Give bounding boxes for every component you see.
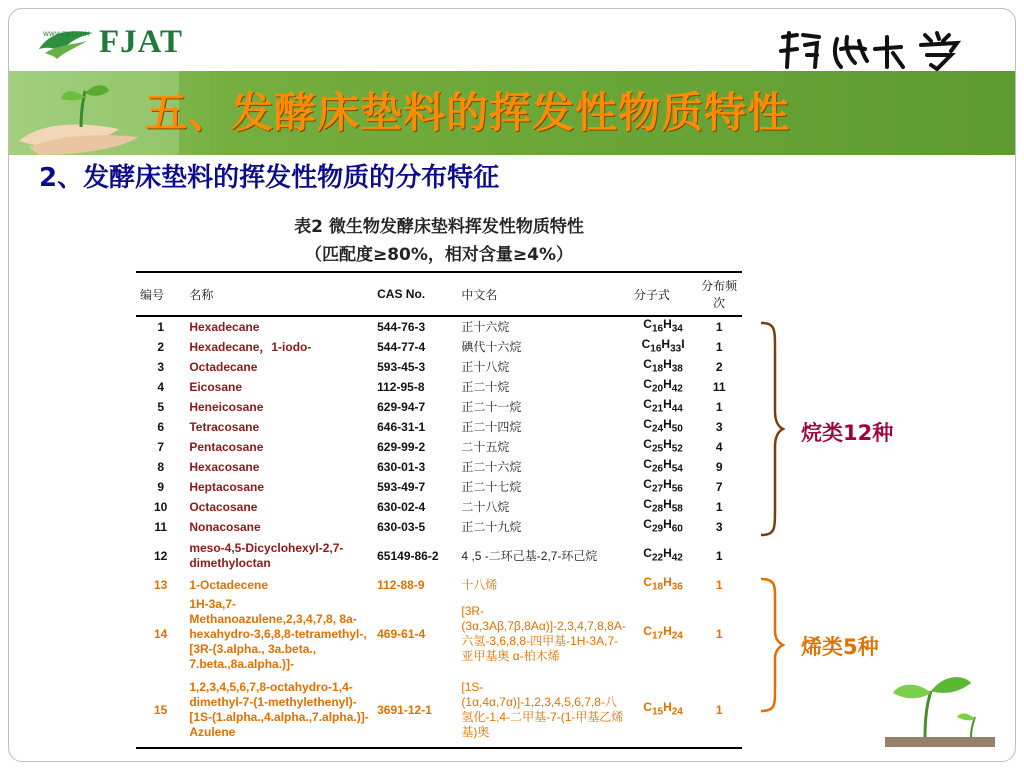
formula-hydrogen-count: 24 xyxy=(671,630,683,642)
cell-chinese-name: 碘代十六烷 xyxy=(461,339,522,354)
cell-no: 8 xyxy=(157,459,164,474)
cell-chinese-name: 正二十七烷 xyxy=(461,479,522,494)
formula-hydrogen-count: 56 xyxy=(671,483,683,495)
header-no: 编号 xyxy=(136,272,185,316)
university-name: 福州大学 xyxy=(775,27,779,28)
header-chinese-name: 中文名 xyxy=(457,272,629,316)
formula-carbon-count: 15 xyxy=(651,706,664,718)
table-row xyxy=(136,457,742,477)
cell-frequency: 1 xyxy=(696,673,742,748)
formula-hydrogen-count: 42 xyxy=(671,552,683,564)
section-subtitle: 2、发酵床垫料的挥发性物质的分布特征 xyxy=(39,163,500,193)
volatile-compounds-table xyxy=(136,271,742,749)
alkenes-brace xyxy=(755,575,785,715)
header-formula: 分子式 xyxy=(630,272,697,316)
cell-no: 12 xyxy=(153,548,168,563)
formula-hydrogen-count: 36 xyxy=(671,581,683,593)
cell-cas: 593-45-3 xyxy=(377,359,426,374)
cell-no: 13 xyxy=(153,577,168,592)
cell-frequency: 3 xyxy=(715,519,723,534)
cell-cas: 469-61-4 xyxy=(377,626,426,641)
cell-formula xyxy=(630,537,697,575)
formula-extra: I xyxy=(681,337,685,352)
cell-frequency: 1 xyxy=(715,339,723,354)
cell-no: 11 xyxy=(154,519,167,534)
page-title: 五、发酵床垫料的挥发性物质特性 xyxy=(145,88,791,137)
table-row xyxy=(136,575,742,595)
cell-name: Octadecane xyxy=(189,359,258,374)
alkanes-group-label: 烷类12种 xyxy=(801,421,894,445)
cell-no: 7 xyxy=(157,439,164,454)
formula-hydrogen-count: 44 xyxy=(671,403,683,415)
cell-chinese-name: 二十八烷 xyxy=(461,499,510,514)
formula-hydrogen-count: 38 xyxy=(671,363,683,375)
cell-chinese-name: 正二十烷 xyxy=(461,379,510,394)
formula-element: C xyxy=(643,377,652,392)
cell-no: 1 xyxy=(157,319,164,334)
formula-element: C xyxy=(643,517,652,532)
cell-no: 6 xyxy=(157,419,164,434)
formula-hydrogen-count: 52 xyxy=(671,443,683,455)
cell-name: meso-4,5-Dicyclohexyl-2,7-dimethyloctan xyxy=(189,541,344,570)
formula-element: H xyxy=(663,357,672,372)
formula-hydrogen-count: 34 xyxy=(671,323,683,335)
formula-element: H xyxy=(663,377,672,392)
cell-chinese-name: 正二十九烷 xyxy=(461,519,522,534)
formula-element: H xyxy=(663,624,672,639)
fjat-logo xyxy=(37,23,183,61)
cell-formula xyxy=(630,477,697,497)
table-row xyxy=(136,497,742,517)
cell-chinese-name: 正二十一烷 xyxy=(461,399,522,414)
cell-chinese-name: 正二十六烷 xyxy=(461,459,522,474)
cell-formula xyxy=(630,337,697,357)
cell-frequency: 1 xyxy=(715,626,723,641)
cell-frequency: 1 xyxy=(715,319,723,334)
cell-frequency: 4 xyxy=(715,439,723,454)
cell-cas: 112-95-8 xyxy=(377,379,425,394)
formula-hydrogen-count: 54 xyxy=(671,463,683,475)
cell-name: Eicosane xyxy=(189,379,243,394)
formula-carbon-count: 21 xyxy=(651,403,664,415)
formula-element: C xyxy=(643,497,652,512)
formula-element: H xyxy=(663,457,672,472)
formula-element: C xyxy=(641,337,651,352)
cell-name: 1-Octadecene xyxy=(189,577,269,592)
alkenes-group-label: 烯类5种 xyxy=(801,635,879,659)
formula-hydrogen-count: 42 xyxy=(671,383,683,395)
formula-carbon-count: 18 xyxy=(651,581,664,593)
cell-chinese-name: 正十六烷 xyxy=(461,319,510,334)
formula-element: C xyxy=(643,437,652,452)
cell-frequency: 7 xyxy=(715,479,723,494)
table-row xyxy=(136,517,742,537)
formula-carbon-count: 24 xyxy=(651,423,664,435)
formula-carbon-count: 26 xyxy=(651,463,664,475)
formula-element: H xyxy=(663,437,672,452)
cell-chinese-name: 二十五烷 xyxy=(461,439,510,454)
cell-name: 1,2,3,4,5,6,7,8-octahydro-1,4-dimethyl-7-(1-methylethenyl)-[1S-(1.alpha.,4.alpha.,7.alpha.)]-Azulene xyxy=(185,673,373,748)
formula-hydrogen-count: 24 xyxy=(671,706,683,718)
cell-no: 14 xyxy=(153,626,168,641)
cell-frequency: 2 xyxy=(715,359,723,374)
formula-element: C xyxy=(643,457,652,472)
cell-frequency: 3 xyxy=(715,419,723,434)
formula-hydrogen-count: 33 xyxy=(670,343,682,355)
formula-carbon-count: 22 xyxy=(651,552,664,564)
cell-frequency: 9 xyxy=(715,459,723,474)
table-row xyxy=(136,397,742,417)
formula-carbon-count: 20 xyxy=(651,383,664,395)
formula-element: H xyxy=(663,477,672,492)
formula-carbon-count: 16 xyxy=(650,343,662,355)
table-row xyxy=(136,357,742,377)
sprout-icon xyxy=(885,657,995,747)
cell-cas: 593-49-7 xyxy=(377,479,426,494)
cell-formula xyxy=(630,417,697,437)
formula-element: C xyxy=(643,546,652,561)
formula-carbon-count: 16 xyxy=(651,323,664,335)
formula-element: C xyxy=(643,624,652,639)
formula-element: H xyxy=(663,397,672,412)
formula-carbon-count: 17 xyxy=(651,630,664,642)
table-row xyxy=(136,377,742,397)
formula-element: H xyxy=(663,575,672,590)
table-row xyxy=(136,316,742,337)
table-row xyxy=(136,595,742,673)
cell-frequency: 1 xyxy=(715,577,723,592)
cell-no: 2 xyxy=(157,339,164,354)
cell-name: Tetracosane xyxy=(189,419,260,434)
cell-formula xyxy=(630,316,697,337)
formula-element: C xyxy=(643,700,652,715)
cell-name: Heneicosane xyxy=(189,399,264,414)
cell-cas: 112-88-9 xyxy=(377,577,425,592)
formula-element: H xyxy=(663,546,672,561)
formula-carbon-count: 27 xyxy=(651,483,664,495)
formula-element: H xyxy=(663,700,672,715)
table-row xyxy=(136,337,742,357)
formula-hydrogen-count: 58 xyxy=(671,503,683,515)
brand-url: WWW.FJAT.COM xyxy=(43,31,90,38)
cell-cas: 629-94-7 xyxy=(377,399,426,414)
cell-formula xyxy=(630,437,697,457)
cell-name: Hexadecane，1-iodo- xyxy=(189,339,312,354)
formula-element: H xyxy=(663,417,672,432)
cell-formula xyxy=(630,457,697,477)
cell-formula xyxy=(630,357,697,377)
alkanes-brace xyxy=(755,319,785,539)
cell-name: Octacosane xyxy=(189,499,258,514)
bird-logo-icon xyxy=(37,23,95,61)
formula-element: C xyxy=(643,397,652,412)
cell-no: 5 xyxy=(157,399,164,414)
cell-formula xyxy=(630,517,697,537)
cell-chinese-name: [1S-(1α,4α,7α)]-1,2,3,4,5,6,7,8-八氢化-1,4-二甲基-7-(1-甲基乙烯基)奥 xyxy=(457,673,629,748)
formula-element: H xyxy=(663,317,672,332)
cell-no: 15 xyxy=(136,673,185,748)
cell-cas: 646-31-1 xyxy=(377,419,426,434)
cell-frequency: 1 xyxy=(715,499,723,514)
table-row xyxy=(136,673,742,748)
formula-carbon-count: 28 xyxy=(651,503,664,515)
table-row xyxy=(136,537,742,575)
cell-cas: 630-02-4 xyxy=(377,499,426,514)
cell-chinese-name: 正十八烷 xyxy=(461,359,510,374)
cell-name: Hexadecane xyxy=(189,319,260,334)
header-name: 名称 xyxy=(185,272,373,316)
university-calligraphy xyxy=(775,27,975,75)
cell-frequency: 1 xyxy=(715,548,723,563)
formula-element: C xyxy=(643,417,652,432)
cell-cas: 544-77-4 xyxy=(377,339,426,354)
cell-chinese-name: 4 ,5 -二环己基-2,7-环己烷 xyxy=(461,548,598,563)
cell-cas: 65149-86-2 xyxy=(377,548,439,563)
cell-chinese-name: 十八烯 xyxy=(461,577,498,592)
cell-name: Heptacosane xyxy=(189,479,265,494)
formula-element: H xyxy=(663,517,672,532)
formula-hydrogen-count: 50 xyxy=(671,423,683,435)
cell-formula xyxy=(630,575,697,595)
cell-frequency: 1 xyxy=(715,399,723,414)
cell-formula xyxy=(630,673,697,748)
formula-element: C xyxy=(643,317,652,332)
cell-chinese-name: [3R-(3α,3Aβ,7β,8Aα)]-2,3,4,7,8,8A-六氢-3,6,8,8-四甲基-1H-3A,7-亚甲基奥 α-柏木烯 xyxy=(461,604,626,663)
cell-name: Nonacosane xyxy=(189,519,261,534)
cell-cas: 3691-12-1 xyxy=(373,673,457,748)
cell-name: 1H-3a,7-Methanoazulene,2,3,4,7,8, 8a-hexahydro-3,6,8,8-tetramethyl-, [3R-(3.alpha., 3a.beta., 7.beta.,8a.alpha.)]- xyxy=(189,596,367,671)
table-row xyxy=(136,477,742,497)
table-header-row xyxy=(136,272,742,316)
formula-element: C xyxy=(643,357,652,372)
formula-element: H xyxy=(663,497,672,512)
formula-hydrogen-count: 60 xyxy=(671,523,683,535)
cell-no: 4 xyxy=(157,379,164,394)
table-caption-criteria: （匹配度≥80%，相对含量≥4%） xyxy=(304,245,574,265)
cell-cas: 630-01-3 xyxy=(377,459,426,474)
formula-element: C xyxy=(643,575,652,590)
cell-name: Hexacosane xyxy=(189,459,260,474)
formula-carbon-count: 25 xyxy=(651,443,664,455)
header-cas: CAS No. xyxy=(373,272,457,316)
cell-formula xyxy=(630,497,697,517)
cell-cas: 630-03-5 xyxy=(377,519,426,534)
formula-element: H xyxy=(661,337,671,352)
formula-element: C xyxy=(643,477,652,492)
cell-name: Pentacosane xyxy=(189,439,264,454)
cell-formula xyxy=(630,377,697,397)
brand-name: FJAT xyxy=(99,23,184,60)
table-row xyxy=(136,437,742,457)
cell-formula xyxy=(630,397,697,417)
cell-cas: 629-99-2 xyxy=(377,439,426,454)
formula-carbon-count: 29 xyxy=(651,523,664,535)
cell-no: 3 xyxy=(157,359,164,374)
formula-carbon-count: 18 xyxy=(651,363,664,375)
cell-chinese-name: 正二十四烷 xyxy=(461,419,522,434)
cell-no: 10 xyxy=(153,499,168,514)
table-row xyxy=(136,417,742,437)
cell-cas: 544-76-3 xyxy=(377,319,426,334)
header-frequency: 分布频次 xyxy=(696,272,742,316)
table-caption: 表2 微生物发酵床垫料挥发性物质特性 xyxy=(294,217,584,237)
slide xyxy=(8,8,1016,762)
cell-formula xyxy=(630,595,697,673)
cell-frequency: 11 xyxy=(712,379,726,394)
cell-no: 9 xyxy=(157,479,164,494)
